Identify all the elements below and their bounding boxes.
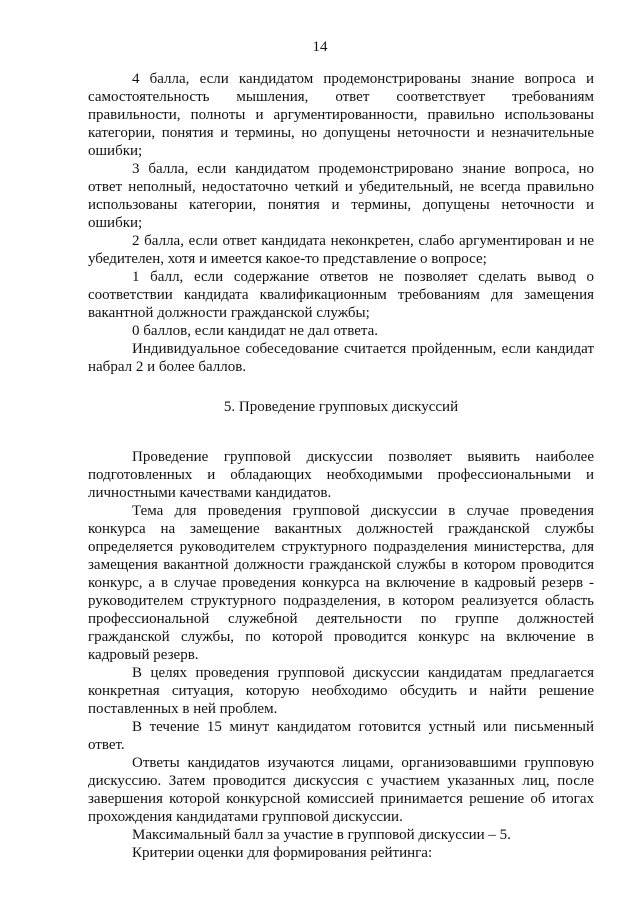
paragraph: Ответы кандидатов изучаются лицами, организовавшими групповую дискуссию. Затем проводится дискуссия с участием указанных лиц, после завершения которой конкурсной комиссией принимается решение об итогах прохождения кандидатами групповой дискуссии. — [88, 755, 594, 825]
paragraph: 4 балла, если кандидатом продемонстрированы знание вопроса и самостоятельность мышления, ответ соответствует требованиям правильности, полноты и аргументированности, правильно использованы категории, понятия и термины, но допущены неточности и незначительные ошибки; — [88, 71, 594, 159]
paragraph: В течение 15 минут кандидатом готовится устный или письменный ответ. — [88, 719, 594, 753]
paragraph: 0 баллов, если кандидат не дал ответа. — [132, 323, 379, 339]
paragraph: 3 балла, если кандидатом продемонстрировано знание вопроса, но ответ неполный, недостаточно четкий и убедительный, не всегда правильно использованы категории, понятия и термины, допущены неточности и ошибки; — [88, 161, 594, 231]
page-content — [88, 70, 594, 862]
page-number: 14 — [312, 39, 328, 55]
paragraph: 1 балл, если содержание ответов не позволяет сделать вывод о соответствии кандидата квалификационным требованиям для замещения вакантной должности гражданской службы; — [88, 269, 594, 321]
paragraph: В целях проведения групповой дискуссии кандидатам предлагается конкретная ситуация, которую необходимо обсудить и найти решение поставленных в ней проблем. — [88, 665, 594, 717]
section-heading: 5. Проведение групповых дискуссий — [223, 399, 459, 415]
paragraph: 2 балла, если ответ кандидата неконкретен, слабо аргументирован и не убедителен, хотя и имеется какое-то представление о вопросе; — [88, 233, 594, 267]
paragraph: Максимальный балл за участие в групповой дискуссии – 5. — [132, 827, 511, 843]
paragraph: Критерии оценки для формирования рейтинга: — [132, 845, 433, 861]
paragraph: Индивидуальное собеседование считается пройденным, если кандидат набрал 2 и более баллов. — [88, 341, 594, 375]
paragraph: Тема для проведения групповой дискуссии в случае проведения конкурса на замещение вакантных должностей гражданской службы определяется руководителем структурного подразделения министерства, для замещения вакантной должности гражданской службы в котором проводится конкурс, а в случае проведения конкурса на включение в кадровый резерв - руководителем структурного подразделения, в котором реализуется область профессиональной служебной деятельности по группе должностей гражданской службы, по которой проводится конкурс на включение в кадровый резерв. — [88, 503, 594, 663]
paragraph: Проведение групповой дискуссии позволяет выявить наиболее подготовленных и обладающих необходимыми профессиональными и личностными качествами кандидатов. — [88, 449, 594, 501]
